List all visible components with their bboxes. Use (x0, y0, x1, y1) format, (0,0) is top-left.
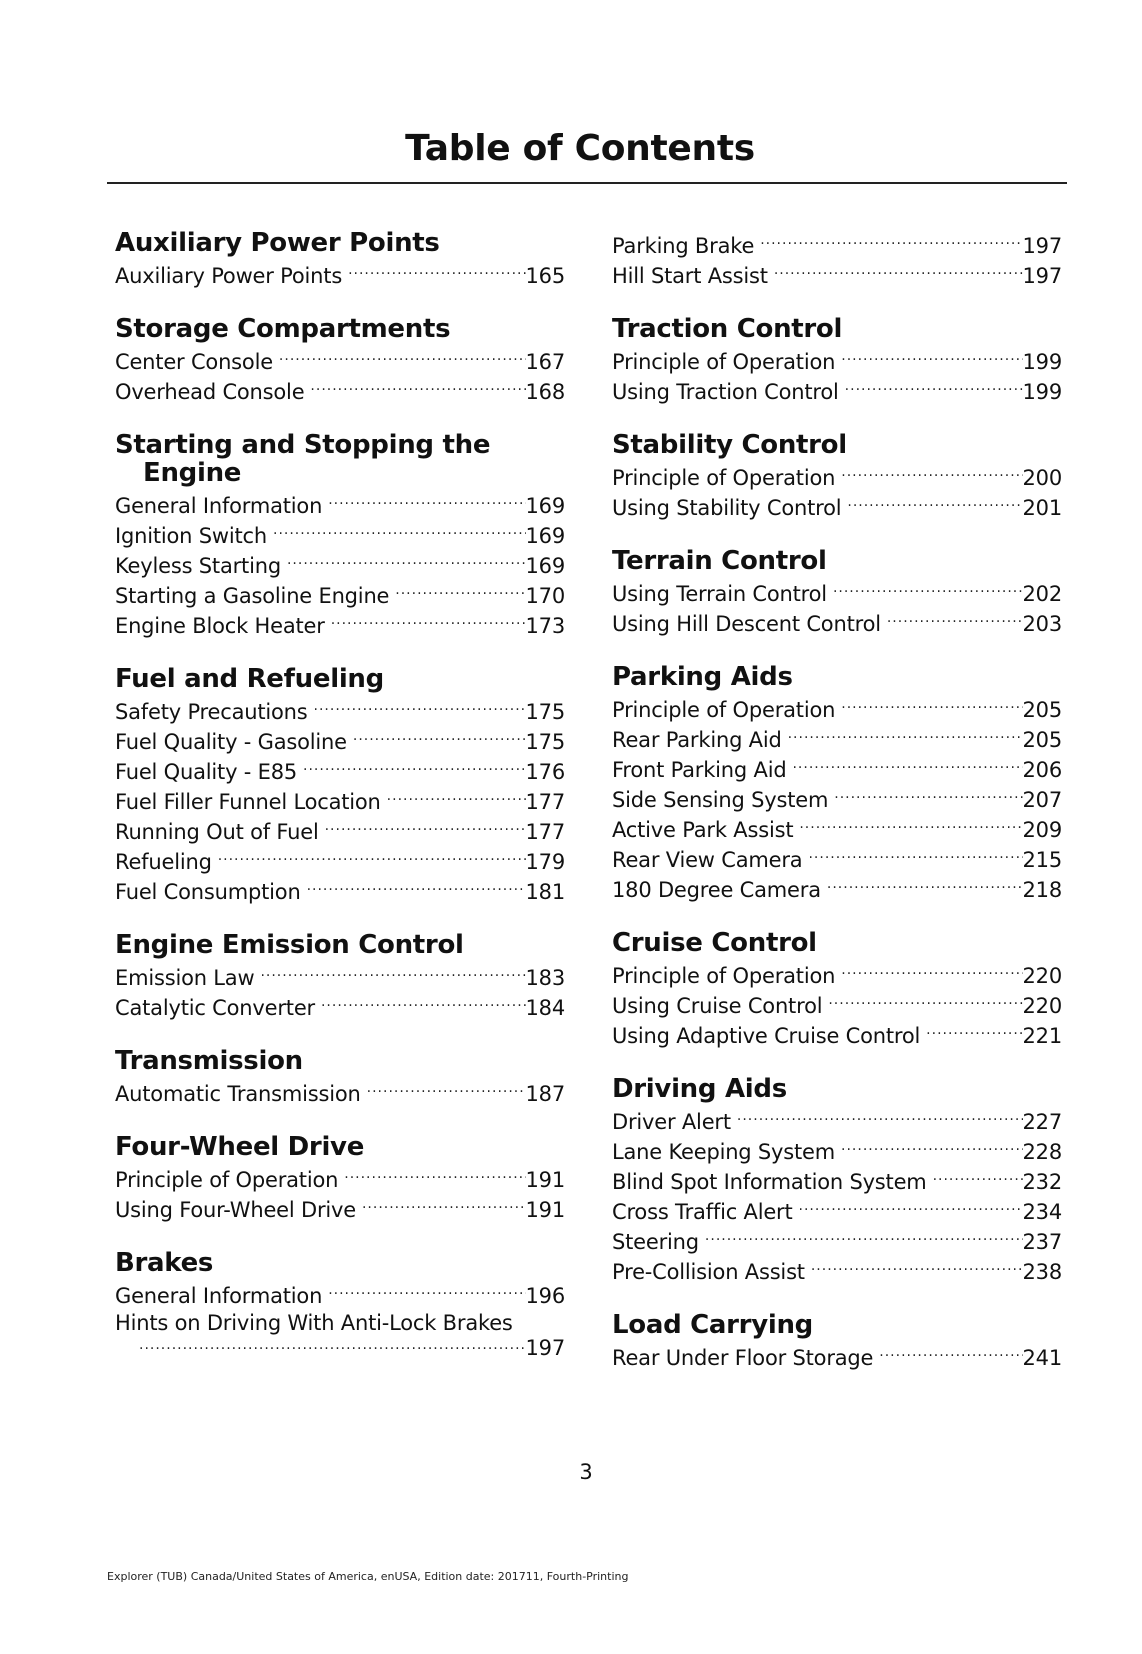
toc-entry[interactable] (612, 1227, 1062, 1257)
dot-leader (273, 523, 526, 543)
dot-leader (788, 727, 1023, 747)
section-heading-text: Transmission (115, 1046, 303, 1076)
dot-leader (760, 233, 1022, 253)
dot-leader (303, 759, 525, 779)
page-title: Table of Contents (405, 128, 755, 169)
toc-column-left (115, 229, 565, 1363)
section-heading-text: Traction Control (612, 314, 843, 344)
toc-entry-label: Pre-Collision Assist (612, 1260, 805, 1284)
dot-leader (705, 1229, 1023, 1249)
toc-entry-page: 196 (525, 1284, 565, 1308)
toc-entry-label: Rear Under Floor Storage (612, 1346, 874, 1370)
toc-entry-label: Rear View Camera (612, 848, 803, 872)
dot-leader (362, 1197, 526, 1217)
section-heading-text: Storage Compartments (115, 314, 451, 344)
toc-entry-page: 220 (1022, 964, 1062, 988)
toc-entry-page: 201 (1022, 496, 1062, 520)
toc-entry[interactable] (612, 1137, 1062, 1167)
toc-entry-label: Keyless Starting (115, 554, 281, 578)
toc-entry[interactable] (612, 463, 1062, 493)
dot-leader (841, 1139, 1022, 1159)
toc-entry-page: 175 (525, 730, 565, 754)
toc-entry[interactable] (612, 695, 1062, 725)
toc-entry[interactable] (612, 1021, 1062, 1051)
toc-entry-page: 215 (1022, 848, 1062, 872)
toc-entry-page: 199 (1022, 380, 1062, 404)
toc-entry-page: 173 (525, 614, 565, 638)
toc-entry[interactable] (115, 1079, 565, 1109)
toc-entry-page: 177 (525, 820, 565, 844)
toc-entry[interactable] (115, 847, 565, 877)
toc-entry-page: 197 (1022, 264, 1062, 288)
dot-leader (834, 787, 1022, 807)
toc-entry[interactable] (612, 261, 1062, 291)
dot-leader (792, 757, 1022, 777)
toc-entry-page: 165 (525, 264, 565, 288)
dot-leader (310, 379, 525, 399)
toc-entry-label: Principle of Operation (612, 698, 836, 722)
toc-section (115, 1249, 565, 1363)
toc-entry[interactable] (115, 1165, 565, 1195)
toc-entry-label: Fuel Filler Funnel Location (115, 790, 381, 814)
toc-entry-label: Rear Parking Aid (612, 728, 782, 752)
section-heading (115, 931, 565, 959)
section-heading-text: Auxiliary Power Points (115, 228, 440, 258)
toc-entry-label: Hints on Driving With Anti-Lock Brakes (115, 1311, 513, 1335)
toc-entry-page: 187 (525, 1082, 565, 1106)
toc-entry-page: 170 (525, 584, 565, 608)
toc-column-right (612, 231, 1062, 1373)
toc-entry-page: 220 (1022, 994, 1062, 1018)
toc-entry-page: 181 (525, 880, 565, 904)
toc-entry-page: 176 (525, 760, 565, 784)
toc-section (115, 229, 565, 291)
dot-leader (260, 965, 525, 985)
toc-entry-label: Emission Law (115, 966, 255, 990)
dot-leader (847, 495, 1022, 515)
toc-entry[interactable] (612, 725, 1062, 755)
toc-entry[interactable] (612, 875, 1062, 905)
toc-entry-label: Automatic Transmission (115, 1082, 361, 1106)
toc-entry-label: Using Four-Wheel Drive (115, 1198, 356, 1222)
toc-entry-page: 206 (1022, 758, 1062, 782)
toc-entry[interactable] (115, 347, 565, 377)
toc-entry[interactable] (612, 845, 1062, 875)
toc-entry[interactable] (612, 1197, 1062, 1227)
dot-leader (367, 1081, 526, 1101)
dot-leader (139, 1335, 526, 1355)
toc-entry[interactable] (612, 755, 1062, 785)
toc-section (115, 315, 565, 407)
toc-entry-page: 238 (1022, 1260, 1062, 1284)
toc-entry-label: Running Out of Fuel (115, 820, 319, 844)
dot-leader (737, 1109, 1023, 1129)
toc-entry-label: Side Sensing System (612, 788, 829, 812)
toc-entry[interactable] (115, 521, 565, 551)
dot-leader (331, 613, 526, 633)
dot-leader (841, 349, 1022, 369)
toc-entry-label: Catalytic Converter (115, 996, 315, 1020)
toc-entry[interactable] (612, 347, 1062, 377)
dot-leader (387, 789, 526, 809)
toc-section (115, 931, 565, 1023)
toc-entry-label: Fuel Consumption (115, 880, 301, 904)
toc-entry-label: Using Terrain Control (612, 582, 827, 606)
toc-entry[interactable] (115, 787, 565, 817)
toc-entry-page: 237 (1022, 1230, 1062, 1254)
title-divider (107, 182, 1067, 184)
dot-leader (841, 697, 1022, 717)
toc-entry[interactable] (115, 817, 565, 847)
footer-edition-info: Explorer (TUB) Canada/United States of America, enUSA, Edition date: 201711, Fourth-Printing (107, 1570, 629, 1583)
toc-entry-page: 205 (1022, 728, 1062, 752)
toc-entry-label: Blind Spot Information System (612, 1170, 927, 1194)
toc-entry[interactable] (612, 1257, 1062, 1287)
dot-leader (841, 465, 1022, 485)
toc-entry[interactable] (612, 231, 1062, 261)
dot-leader (828, 993, 1022, 1013)
dot-leader (808, 847, 1022, 867)
toc-section (115, 1047, 565, 1109)
toc-entry-page: 203 (1022, 612, 1062, 636)
toc-entry-label: Refueling (115, 850, 212, 874)
dot-leader (799, 1199, 1023, 1219)
toc-entry-page: 191 (525, 1198, 565, 1222)
toc-entry-label: Hill Start Assist (612, 264, 768, 288)
toc-entry-page: 241 (1022, 1346, 1062, 1370)
toc-entry[interactable] (612, 1167, 1062, 1197)
section-heading (612, 315, 1062, 343)
dot-leader (328, 1283, 525, 1303)
section-heading (612, 547, 1062, 575)
dot-leader (841, 963, 1022, 983)
page-number: 3 (579, 1460, 593, 1484)
toc-entry[interactable] (612, 579, 1062, 609)
toc-entry-page: 199 (1022, 350, 1062, 374)
dot-leader (279, 349, 526, 369)
toc-entry-page: 184 (525, 996, 565, 1020)
section-heading-text: Brakes (115, 1248, 214, 1278)
dot-leader (314, 699, 526, 719)
dot-leader (933, 1169, 1023, 1189)
toc-entry-label: Lane Keeping System (612, 1140, 836, 1164)
section-heading (115, 315, 565, 343)
toc-entry-page: 227 (1022, 1110, 1062, 1134)
toc-entry[interactable] (115, 993, 565, 1023)
dot-leader (799, 817, 1022, 837)
section-heading (115, 431, 565, 487)
toc-entry-page: 205 (1022, 698, 1062, 722)
toc-section (612, 315, 1062, 407)
toc-entry[interactable] (612, 1107, 1062, 1137)
section-heading-text: Load Carrying (612, 1310, 813, 1340)
toc-entry-label: 180 Degree Camera (612, 878, 821, 902)
section-heading (115, 1047, 565, 1075)
section-heading (612, 663, 1062, 691)
toc-entry-label: Using Adaptive Cruise Control (612, 1024, 921, 1048)
dot-leader (321, 995, 526, 1015)
toc-entry-label: Safety Precautions (115, 700, 308, 724)
section-heading (115, 665, 565, 693)
toc-entry[interactable] (115, 697, 565, 727)
toc-entry[interactable] (115, 581, 565, 611)
toc-entry-page: 169 (525, 554, 565, 578)
toc-entry-label: General Information (115, 494, 323, 518)
toc-entry-page: 167 (525, 350, 565, 374)
toc-entry[interactable] (115, 727, 565, 757)
section-heading-continuation: Engine (143, 458, 242, 488)
toc-entry-page: 200 (1022, 466, 1062, 490)
section-heading (115, 229, 565, 257)
toc-entry[interactable] (115, 963, 565, 993)
dot-leader (827, 877, 1023, 897)
toc-entry-label: Cross Traffic Alert (612, 1200, 793, 1224)
section-heading-text: Terrain Control (612, 546, 827, 576)
toc-entry[interactable] (115, 1195, 565, 1225)
toc-entry[interactable] (115, 551, 565, 581)
toc-entry[interactable] (115, 377, 565, 407)
toc-entry-page: 232 (1022, 1170, 1062, 1194)
section-heading (115, 1133, 565, 1161)
toc-entry-page: 169 (525, 494, 565, 518)
section-heading-text: Four-Wheel Drive (115, 1132, 365, 1162)
section-heading-text: Engine Emission Control (115, 930, 464, 960)
toc-entry-label: Ignition Switch (115, 524, 267, 548)
toc-section (115, 665, 565, 907)
toc-entry-page: 228 (1022, 1140, 1062, 1164)
toc-entry-page: 207 (1022, 788, 1062, 812)
toc-section (612, 431, 1062, 523)
toc-entry-leader-row (115, 1335, 565, 1363)
toc-entry-page: 177 (525, 790, 565, 814)
toc-entry-label: General Information (115, 1284, 323, 1308)
toc-entry[interactable] (115, 261, 565, 291)
dot-leader (344, 1167, 525, 1187)
dot-leader (328, 493, 525, 513)
toc-section (115, 1133, 565, 1225)
toc-entry-page: 197 (1022, 234, 1062, 258)
dot-leader (395, 583, 525, 603)
toc-entry[interactable] (115, 611, 565, 641)
toc-section (612, 231, 1062, 291)
toc-entry-label: Parking Brake (612, 234, 755, 258)
section-heading-text: Driving Aids (612, 1074, 787, 1104)
toc-entry[interactable] (612, 609, 1062, 639)
toc-entry-page: 179 (525, 850, 565, 874)
section-heading-text: Starting and Stopping the (115, 430, 491, 460)
toc-entry-label: Using Hill Descent Control (612, 612, 881, 636)
toc-entry[interactable] (115, 1311, 565, 1363)
dot-leader (926, 1023, 1022, 1043)
toc-entry-label: Using Stability Control (612, 496, 842, 520)
toc-entry-label: Overhead Console (115, 380, 305, 404)
toc-entry-label: Fuel Quality - Gasoline (115, 730, 347, 754)
toc-entry-label: Principle of Operation (115, 1168, 339, 1192)
toc-entry-label: Using Traction Control (612, 380, 839, 404)
toc-entry-page: 221 (1022, 1024, 1062, 1048)
dot-leader (811, 1259, 1023, 1279)
toc-entry-label: Engine Block Heater (115, 614, 325, 638)
dot-leader (774, 263, 1023, 283)
toc-entry-label: Front Parking Aid (612, 758, 787, 782)
toc-entry[interactable] (115, 877, 565, 907)
toc-entry-label: Using Cruise Control (612, 994, 823, 1018)
toc-entry-page: 168 (525, 380, 565, 404)
section-heading (612, 431, 1062, 459)
section-heading-text: Parking Aids (612, 662, 793, 692)
toc-entry-label: Center Console (115, 350, 273, 374)
toc-entry[interactable] (612, 785, 1062, 815)
toc-entry-page: 202 (1022, 582, 1062, 606)
dot-leader (845, 379, 1023, 399)
dot-leader (879, 1345, 1022, 1365)
section-heading-text: Stability Control (612, 430, 847, 460)
dot-leader (353, 729, 526, 749)
toc-entry-label: Active Park Assist (612, 818, 794, 842)
toc-entry-page: 183 (525, 966, 565, 990)
dot-leader (287, 553, 526, 573)
toc-section (612, 1311, 1062, 1373)
toc-section (612, 1075, 1062, 1287)
toc-entry-page: 218 (1022, 878, 1062, 902)
toc-entry-page: 169 (525, 524, 565, 548)
dot-leader (887, 611, 1023, 631)
section-heading (612, 929, 1062, 957)
toc-entry[interactable] (612, 815, 1062, 845)
toc-entry-label: Principle of Operation (612, 350, 836, 374)
dot-leader (307, 879, 526, 899)
toc-entry[interactable] (612, 493, 1062, 523)
toc-entry[interactable] (612, 991, 1062, 1021)
section-heading (612, 1075, 1062, 1103)
toc-entry[interactable] (612, 961, 1062, 991)
toc-entry[interactable] (612, 377, 1062, 407)
toc-entry[interactable] (115, 1281, 565, 1311)
toc-entry-label: Driver Alert (612, 1110, 731, 1134)
toc-entry-label: Starting a Gasoline Engine (115, 584, 390, 608)
toc-entry-page: 197 (525, 1336, 565, 1360)
toc-entry-label: Auxiliary Power Points (115, 264, 343, 288)
toc-entry-page: 191 (525, 1168, 565, 1192)
section-heading-text: Cruise Control (612, 928, 817, 958)
toc-entry-page: 234 (1022, 1200, 1062, 1224)
toc-section (612, 547, 1062, 639)
section-heading (115, 1249, 565, 1277)
section-heading-text: Fuel and Refueling (115, 664, 384, 694)
section-heading (612, 1311, 1062, 1339)
dot-leader (348, 263, 525, 283)
toc-entry-page: 209 (1022, 818, 1062, 842)
dot-leader (218, 849, 526, 869)
toc-entry[interactable] (115, 491, 565, 521)
toc-section (612, 929, 1062, 1051)
toc-entry-label: Principle of Operation (612, 466, 836, 490)
toc-entry[interactable] (115, 757, 565, 787)
dot-leader (325, 819, 526, 839)
toc-section (115, 431, 565, 641)
dot-leader (833, 581, 1023, 601)
toc-section (612, 663, 1062, 905)
toc-entry[interactable] (612, 1343, 1062, 1373)
toc-entry-label: Principle of Operation (612, 964, 836, 988)
toc-entry-label: Fuel Quality - E85 (115, 760, 298, 784)
toc-entry-page: 175 (525, 700, 565, 724)
toc-entry-label: Steering (612, 1230, 699, 1254)
